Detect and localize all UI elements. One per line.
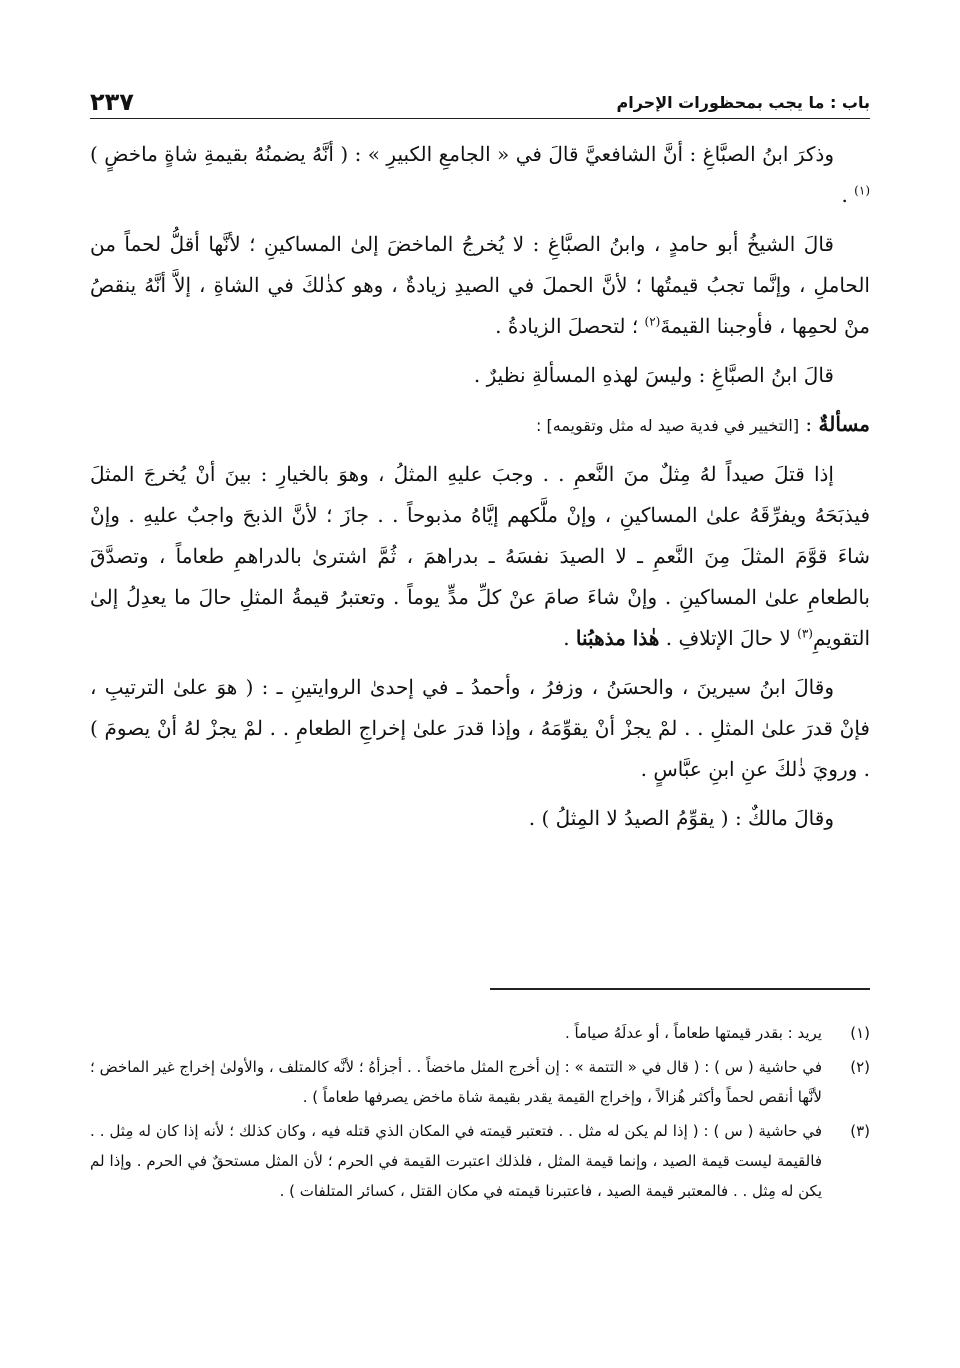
section-paragraph-1: [90, 454, 870, 659]
paragraph-1: [90, 134, 870, 216]
footnote-number: (٣): [850, 1122, 870, 1140]
paragraph-3-text: قالَ ابنُ الصبَّاغِ : وليسَ لهذهِ المسألةِ نظيرٌ .: [473, 363, 834, 387]
section-paragraph-1-text: إذا قتلَ صيداً لهُ مِثلٌ منَ النَّعمِ . . وجبَ عليهِ المثلُ ، وهوَ بالخيارِ : بينَ أنْ يُخرجَ المثلَ فيذبَحَهُ ويفرِّقَهُ علىٰ المساكينِ ، وإنْ ملَّكهم إيَّاهُ مذبوحاً . . جازَ ؛ لأنَّ الذبحَ واجبٌ عليهِ . وإنْ شاءَ قوَّمَ المثلَ مِنَ النَّعمِ ـ لا الصيدَ نفسَهُ ـ بدراهمَ ، ثُمَّ اشترىٰ بالدراهمِ طعاماً ، وتصدَّقَ بالطعامِ علىٰ المساكينِ . وإنْ شاءَ صامَ عنْ كلِّ مدٍّ يوماً . وتعتبرُ قيمةُ المثلِ حالَ ما يعدِلُ إلىٰ التقويمِ: [90, 462, 870, 650]
footnote-2: [90, 1052, 870, 1112]
section-separator: :: [799, 412, 819, 436]
footnote-ref-1: (١): [854, 183, 870, 198]
paragraph-3: [90, 355, 870, 396]
footnote-1: [90, 1018, 870, 1048]
main-text: [90, 134, 870, 847]
footnote-number: (٢): [850, 1058, 870, 1076]
footnote-ref-2: (٢): [644, 314, 661, 329]
section-paragraph-2-text: وقالَ ابنُ سيرينَ ، والحسَنُ ، وزفرُ ، وأحمدُ ـ في إحدىٰ الروايتينِ ـ : ( هوَ علىٰ الترتيبِ ، فإنْ قدرَ علىٰ المثلِ . . لمْ يجزْ أنْ يقوِّمَهُ ، وإذا قدرَ علىٰ إخراجِ الطعامِ . . لمْ يجزْ لهُ أنْ يصومَ ) . ورويَ ذٰلكَ عنِ ابنِ عبَّاسٍ .: [90, 675, 870, 781]
footnote-text: في حاشية ( س ) : ( إذا لم يكن له مثل . . فتعتبر قيمته في المكان الذي قتله فيه ، وكان كذلك ؛ لأنه إذا كان له مِثل . . فالقيمة ليست قيمة الصيد ، وإنما قيمة المثل ، فلذلك اعتبرت القيمة في الحرم ؛ لأن المثل مستحقٌ في الحرم . وإذا لم يكن له مِثل . . فالمعتبر قيمة الصيد ، فاعتبرنا قيمته في مكان القتل ، كسائر المتلفات ) .: [90, 1122, 822, 1200]
footnote-ref-3: (٣): [797, 626, 813, 641]
section-paragraph-1-bold: هٰذا مذهبُنا: [575, 626, 660, 650]
section-paragraph-1-after: لا حالَ الإتلافِ .: [659, 626, 798, 650]
section-paragraph-1-end: .: [563, 626, 576, 650]
footnote-text: في حاشية ( س ) : ( قال في « التتمة » : إن أخرج المثل ماخضاً . . أجزأهُ ؛ لأنَّه كالمتلف ، والأولىٰ إخراج غير الماخض ؛ لأنَّها أنقص لحماً وأكثر هُزالاً ، وإخراج القيمة يقدر بقيمة شاة ماخض يصرفها طعاماً ) .: [90, 1058, 822, 1106]
paragraph-2: [90, 224, 870, 347]
section-title: [التخيير في فدية صيد له مثل وتقويمه] :: [535, 416, 800, 435]
section-label: مسألةٌ: [818, 412, 870, 436]
footnote-divider: [490, 988, 870, 990]
footnotes: [90, 1018, 870, 1210]
paragraph-1-tail: .: [841, 183, 855, 207]
section-paragraph-2: [90, 667, 870, 790]
page-header: [90, 78, 870, 119]
footnote-number: (١): [850, 1024, 870, 1042]
section-paragraph-3-text: وقالَ مالكٌ : ( يقوِّمُ الصيدُ لا المِثلُ ) .: [528, 806, 834, 830]
page-number: ٢٣٧: [90, 88, 134, 116]
paragraph-1-text: وذكرَ ابنُ الصبَّاغِ : أنَّ الشافعيَّ قالَ في « الجامعِ الكبيرِ » : ( أنَّهُ يضمنُهُ بقيمةِ شاةٍ ماخضٍ ): [90, 142, 835, 166]
footnote-text: يريد : بقدر قيمتها طعاماً ، أو عدلَهُ صياماً .: [565, 1024, 822, 1042]
section-heading: [90, 404, 870, 446]
paragraph-2-text: قالَ الشيخُ أبو حامدٍ ، وابنُ الصبَّاغِ : لا يُخرجُ الماخضَ إلىٰ المساكينِ ؛ لأنَّها أقلُّ لحماً من الحاملِ ، وإنَّما تجبُ قيمتُها ؛ لأنَّ الحملَ في الصيدِ زيادةٌ ، وهو كذٰلكَ في الشاةِ ، إلاَّ أنَّهُ ينقصُ منْ لحمِها ، فأوجبنا القيمةَ: [90, 232, 870, 338]
section-paragraph-3: [90, 798, 870, 839]
paragraph-2-tail: ؛ لتحصلَ الزيادةُ .: [495, 314, 645, 338]
footnote-3: [90, 1116, 870, 1206]
running-title: باب : ما يجب بمحظورات الإحرام: [616, 93, 870, 112]
